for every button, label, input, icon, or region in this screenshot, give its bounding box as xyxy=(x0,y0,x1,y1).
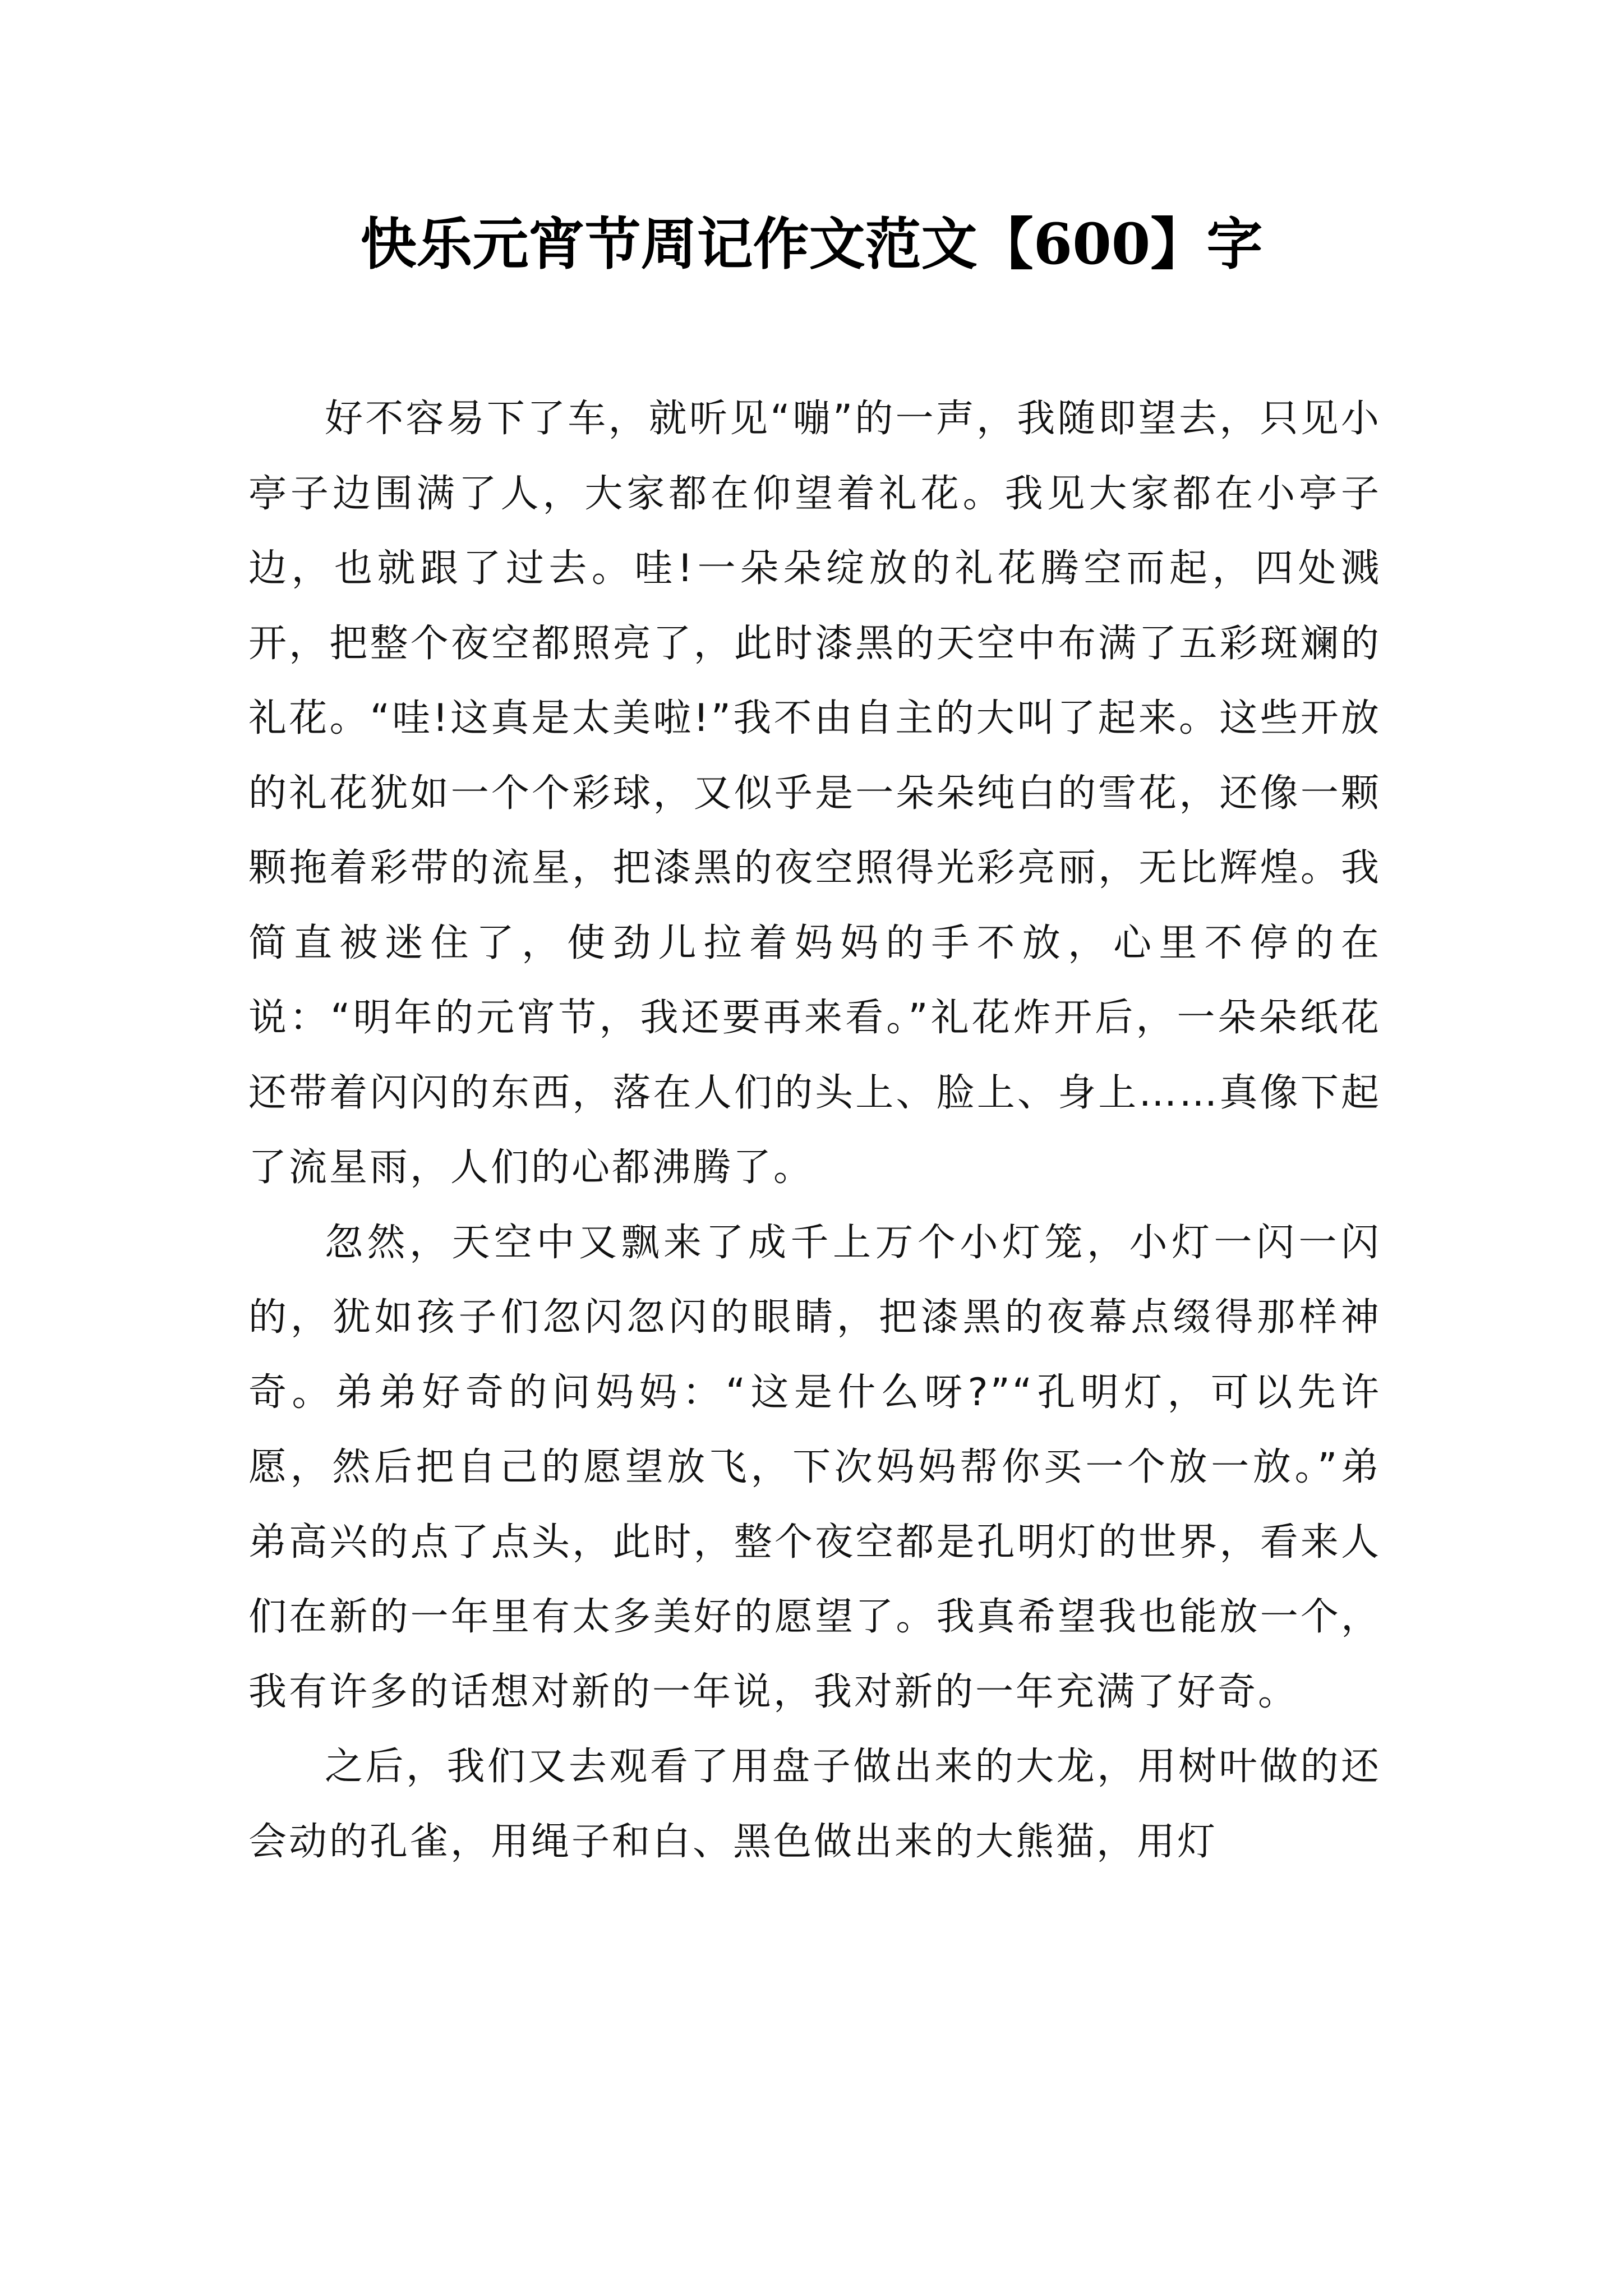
paragraph-2: 忽然，天空中又飘来了成千上万个小灯笼，小灯一闪一闪的，犹如孩子们忽闪忽闪的眼睛，把漆黑的夜幕点缀得那样神奇。弟弟好奇的问妈妈：“这是什么呀?”“孔明灯，可以先许愿，然后把自己的愿望放飞，下次妈妈帮你买一个放一放。”弟弟高兴的点了点头，此时，整个夜空都是孔明灯的世界，看来人们在新的一年里有太多美好的愿望了。我真希望我也能放一个，我有许多的话想对新的一年说，我对新的一年充满了好奇。 xyxy=(248,1220,1381,1714)
paragraph-3: 之后，我们又去观看了用盘子做出来的大龙，用树叶做的还会动的孔雀，用绳子和白、黑色做出来的大熊猫，用灯 xyxy=(248,1745,1381,1864)
document-title: 快乐元宵节周记作文范文【600】字 xyxy=(360,211,1263,277)
document-body xyxy=(248,381,1381,1879)
paragraph-1: 好不容易下了车，就听见“嘣”的一声，我随即望去，只见小亭子边围满了人，大家都在仰望着礼花。我见大家都在小亭子边，也就跟了过去。哇!一朵朵绽放的礼花腾空而起，四处溅开，把整个夜空都照亮了，此时漆黑的天空中布满了五彩斑斓的礼花。“哇!这真是太美啦!”我不由自主的大叫了起来。这些开放的礼花犹如一个个彩球，又似乎是一朵朵纯白的雪花，还像一颗颗拖着彩带的流星，把漆黑的夜空照得光彩亮丽，无比辉煌。我简直被迷住了，使劲儿拉着妈妈的手不放，心里不停的在说：“明年的元宵节，我还要再来看。”礼花炸开后，一朵朵纸花还带着闪闪的东西，落在人们的头上、脸上、身上……真像下起了流星雨，人们的心都沸腾了。 xyxy=(248,397,1381,1190)
